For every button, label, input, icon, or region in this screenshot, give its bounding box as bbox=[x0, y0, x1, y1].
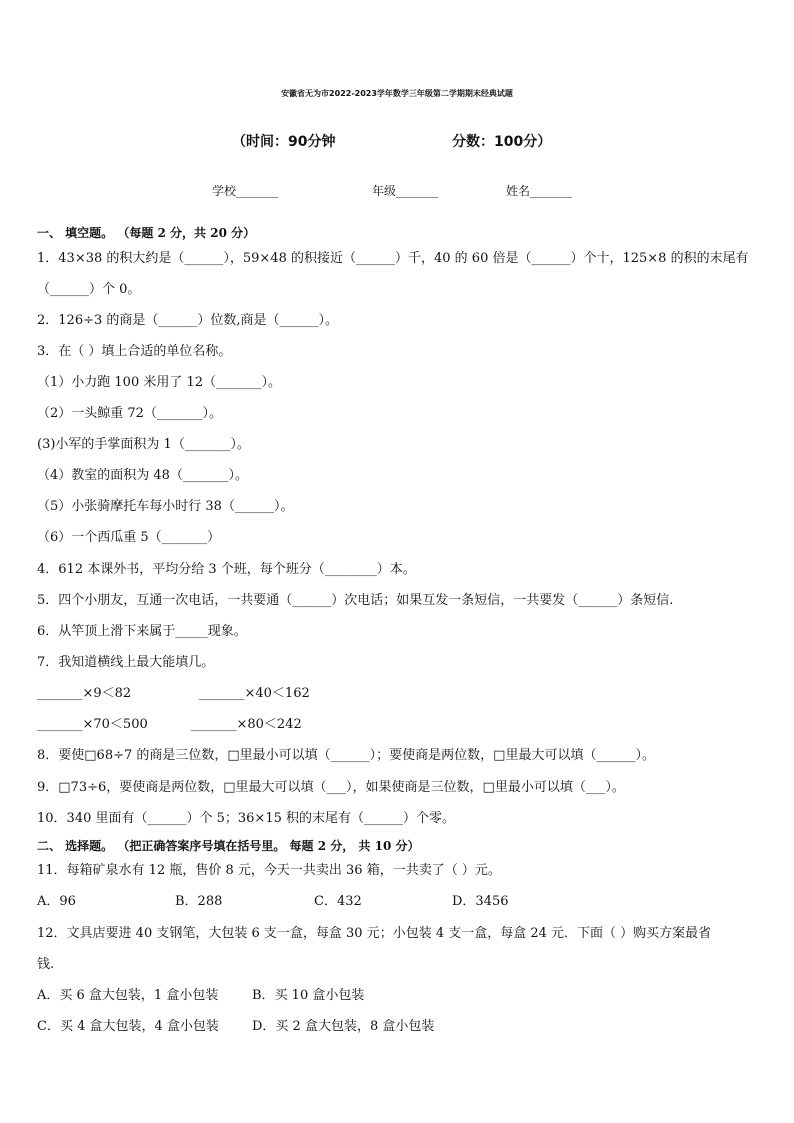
question-7-blank-d: _______×80＜242 bbox=[191, 717, 302, 732]
question-10: 10．340 里面有（______）个 5；36×15 积的末尾有（______）个零。 bbox=[37, 811, 455, 826]
question-7-blank-a: _______×9＜82 bbox=[37, 686, 132, 701]
question-3-part-4: （4）教室的面积为 48（_______）。 bbox=[37, 468, 248, 483]
grade-field: 年级_______ bbox=[372, 184, 439, 198]
question-11-option-c: C．432 bbox=[314, 894, 362, 909]
question-3-part-6: （6）一个西瓜重 5（_______） bbox=[37, 530, 221, 545]
school-field: 学校_______ bbox=[212, 184, 279, 198]
question-3-part-1: （1）小力跑 100 米用了 12（_______）。 bbox=[37, 375, 282, 390]
question-12-option-a: A．买 6 盒大包装，1 盒小包装 bbox=[37, 988, 219, 1003]
question-3: 3．在（ ）填上合适的单位名称。 bbox=[37, 344, 232, 359]
question-6: 6．从竿顶上滑下来属于_____现象。 bbox=[37, 624, 247, 639]
question-8: 8．要使□68÷7 的商是三位数，□里最小可以填（______）；要使商是两位数，□里最大可以填（______）。 bbox=[37, 748, 655, 763]
question-9: 9．□73÷6，要使商是两位数，□里最大可以填（___），如果使商是三位数，□里最小可以填（___）。 bbox=[37, 780, 625, 795]
question-5: 5．四个小朋友，互通一次电话，一共要通（______）次电话；如果互发一条短信，一共要发（______）条短信. bbox=[37, 593, 674, 608]
question-4: 4．612 本课外书，平均分给 3 个班，每个班分（________）本。 bbox=[37, 562, 416, 577]
question-1-line-1: 1．43×38 的积大约是（______），59×48 的积接近（______）千，40 的 60 倍是（______）个十，125×8 的积的末尾有 bbox=[37, 251, 749, 266]
name-field: 姓名_______ bbox=[506, 184, 573, 198]
question-2: 2．126÷3 的商是（______）位数,商是（______）。 bbox=[37, 313, 339, 328]
question-3-part-3: (3)小军的手掌面积为 1（_______）。 bbox=[37, 437, 250, 452]
section-2-heading: 二、 选择题。 （把正确答案序号填在括号里。 每题 2 分， 共 10 分） bbox=[37, 839, 420, 853]
question-12-option-b: B．买 10 盒小包装 bbox=[252, 988, 365, 1003]
question-12-line-2: 钱. bbox=[37, 957, 55, 972]
exam-score: 分数：100分） bbox=[452, 134, 552, 150]
question-12-line-1: 12．文具店要进 40 支钢笔，大包装 6 支一盒，每盒 30 元；小包装 4 支一盒，每盒 24 元．下面（ ）购买方案最省 bbox=[37, 926, 712, 941]
question-12-option-c: C．买 4 盒大包装，4 盒小包装 bbox=[37, 1019, 219, 1034]
question-11-option-b: B．288 bbox=[175, 894, 223, 909]
exam-title: 安徽省无为市2022-2023学年数学三年级第二学期期末经典试题 bbox=[281, 89, 513, 98]
question-7-blank-b: _______×40＜162 bbox=[199, 686, 310, 701]
question-7-blank-c: _______×70＜500 bbox=[37, 717, 148, 732]
question-7: 7．我知道横线上最大能填几。 bbox=[37, 655, 215, 670]
question-12-option-d: D．买 2 盒大包装，8 盒小包装 bbox=[252, 1019, 435, 1034]
question-11-option-a: A．96 bbox=[37, 894, 76, 909]
question-3-part-2: （2）一头鲸重 72（_______）。 bbox=[37, 406, 222, 421]
section-1-heading: 一、 填空题。 （每题 2 分，共 20 分） bbox=[37, 226, 256, 240]
exam-time: （时间：90分钟 bbox=[232, 134, 336, 150]
question-3-part-5: （5）小张骑摩托车每小时行 38（______）。 bbox=[37, 499, 294, 514]
question-1-line-2: （______）个 0。 bbox=[37, 282, 141, 297]
question-11-option-d: D．3456 bbox=[452, 894, 509, 909]
question-11: 11．每箱矿泉水有 12 瓶，售价 8 元，今天一共卖出 36 箱，一共卖了（ ）元。 bbox=[37, 863, 501, 878]
